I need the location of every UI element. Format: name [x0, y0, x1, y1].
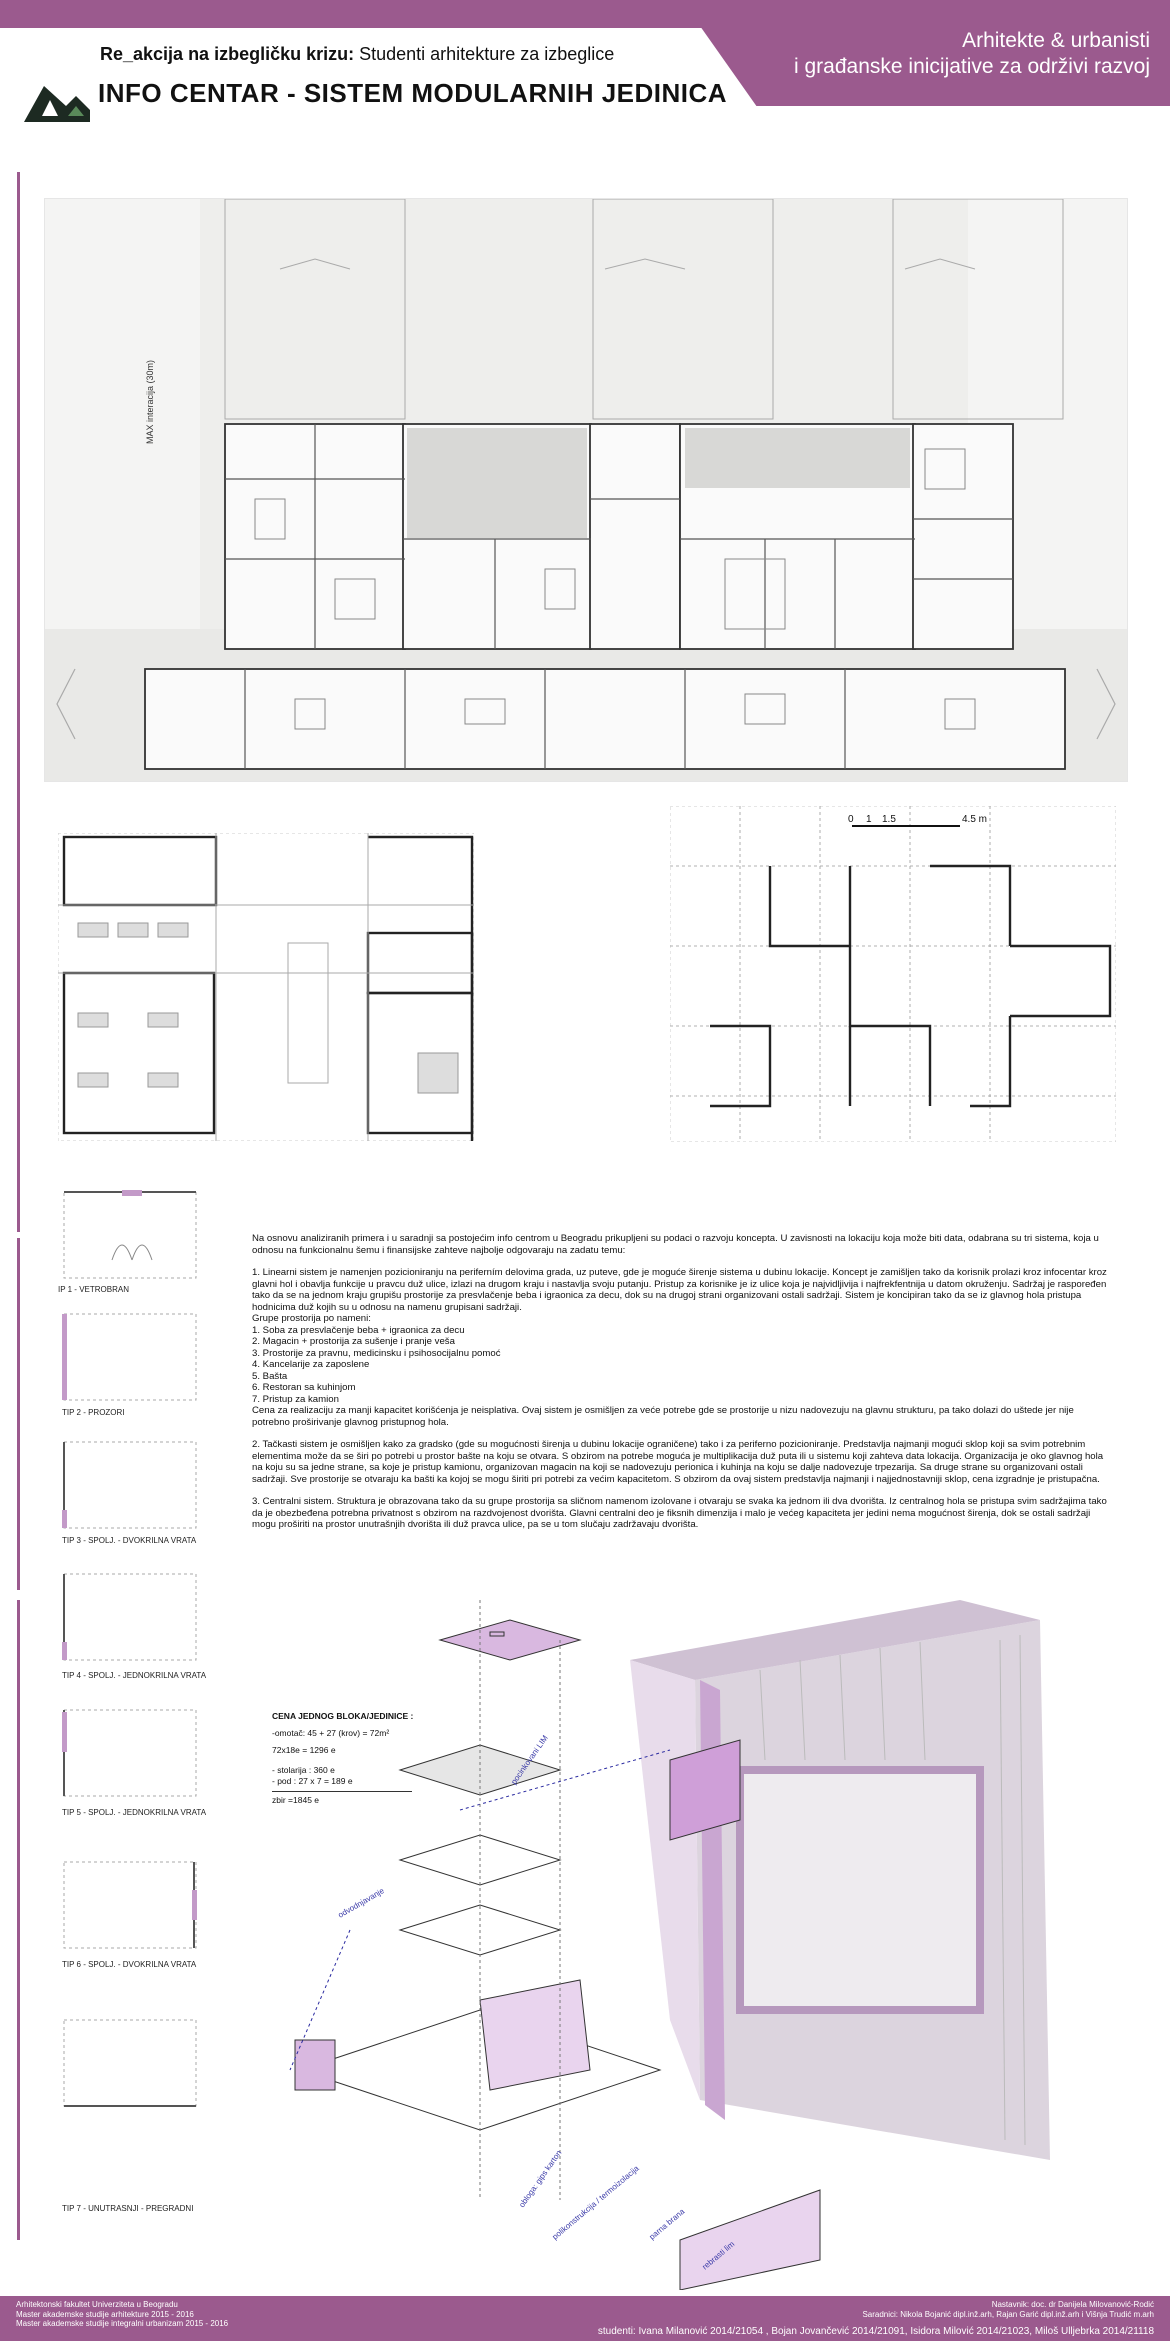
footer-right	[862, 2300, 1154, 2320]
module-type-1-drawing	[62, 1190, 198, 1280]
module-type-2-drawing	[62, 1312, 198, 1402]
module-type-3-drawing	[62, 1440, 198, 1530]
accent-line-2	[17, 1238, 20, 1590]
paragraph-linear: 1. Linearni sistem je namenjen pozicioniranju na periferním delovima grada, uz puteve, gde je moguće širenje sistema u dubinu lokacije. Koncept je zamišljen tako da korisnik prolazi kroz infocentar kroz glavni hol i obavlja funkcije u pravcu duž ulice, izlazi na drugom kraju i nastavlja svoju putanju. Pristup za korisnike je iz ulice koja je najvidljivija i najfrekfentnija u datom okruženju. Sadržaj je raspoređen tako da se na jednom kraju grupišu prostorije za presvlačenje beba i igraonica za decu, dok su na drugoj strani organizovani ostali sadržaji. Sistem je koncipiran tako da se iz glavnog hola pristupa hodnicima duž kojih su u odnosu na namenu grupisani sadržaji.	[252, 1267, 1107, 1313]
module-type-5-label: TIP 5 - SPOLJ. - JEDNOKRILNA VRATA	[62, 1808, 207, 1817]
header-right-line1: Arhitekte & urbanisti	[962, 29, 1150, 52]
group-item-4: 4. Kancelarije za zaposlene	[252, 1359, 370, 1370]
description-text	[252, 1233, 1112, 1542]
module-type-2-label: TIP 2 - PROZORI	[62, 1408, 125, 1417]
module-type-4-label: TIP 4 - SPOLJ. - JEDNOKRILNA VRATA	[62, 1671, 207, 1680]
header-right-text	[794, 28, 1150, 80]
footer-students: studenti: Ivana Milanović 2014/21054 , Bojan Jovančević 2014/21091, Isidora Milović 2014/21023, Miloš Ulljebrka 2014/21118	[597, 2326, 1154, 2337]
footer-faculty: Arhitektonski fakultet Univerziteta u Beogradu	[16, 2300, 178, 2309]
central-system-plan	[670, 806, 1116, 1142]
subtitle-bold: Re_akcija na izbegličku krizu:	[100, 44, 355, 64]
subtitle-rest: Studenti arhitekture za izbeglice	[354, 44, 615, 64]
accent-line-1	[17, 172, 20, 1232]
scale-label-1: 1	[866, 814, 872, 825]
footer-assistants: Saradnici: Nikola Bojanić dipl.inž.arh, Rajan Garić dipl.inž.arh i Višnja Trudić m.arh	[862, 2310, 1154, 2319]
group-item-3: 3. Prostorije za pravnu, medicinsku i psihosocijalnu pomoć	[252, 1347, 501, 1359]
paragraph-point: 2. Tačkasti sistem je osmišljen kako za gradsko (gde su mogućnosti širenja u dubinu lokacije ograničene) tako i za periferno pozicioniranje. Predstavlja najmanji mogući sklop koji sa svim potrebnim elementima može da se širi po potrebi u prostor bašte na koju se otvara. S obzirom na potrebe moguća je multiplikacija duž puta ili u sistemu koji zahteva data lokacija. Organizacija je oko glavnog hola na koju su sa jedne strane, sa koje je pristup kamionu, organizovan magacin na koji se nadovezuju perionica i kuhinja na koju se dalje nadovezuje trpezarija. Sa druge strane su organizovani ostali sadržaji. Sve prostorije se otvaraju ka bašti ka kojoj se mogu širiti pri potrebi za većim kapacitetom. S obzirom da ovaj sistem predstavlja najmanji i najjednostavniji sklop, cena izgradnje je pristupačna.	[252, 1439, 1104, 1485]
module-type-5-drawing	[62, 1708, 198, 1798]
footer-left	[16, 2300, 228, 2329]
footer-teacher: Nastavnik: doc. dr Danijela Milovanović-Rodić	[991, 2300, 1154, 2309]
paragraph-linear-end: Cena za realizaciju za manji kapacitet korišćenja je neisplativa. Ovaj sistem je osmišljen za veće potrebe gde se prostorije u nizu nadovezuju na glavnu strukturu, pa tako dolazi do uštede jer nije potrebno proširivanje glavnog pristupnog hola.	[252, 1405, 1074, 1428]
module-type-1-label: IP 1 - VETROBRAN	[58, 1285, 129, 1294]
group-item-2: 2. Magacin + prostorija za sušenje i pranje veša	[252, 1336, 455, 1347]
module-type-4-drawing	[62, 1572, 198, 1662]
footer-program-1: Master akademske studije arhitekture 2015 - 2016	[16, 2309, 194, 2319]
groups-title: Grupe prostorija po nameni:	[252, 1313, 371, 1324]
scale-label-0: 0	[848, 814, 854, 825]
cost-line-4: - pod : 27 x 7 = 189 e	[272, 1776, 353, 1786]
scale-label-2: 1.5	[882, 814, 896, 825]
header-right-line2: i građanske inicijative za održivi razvoj	[794, 55, 1150, 78]
module-type-6-label: TIP 6 - SPOLJ. - DVOKRILNA VRATA	[62, 1960, 197, 1969]
group-item-1: 1. Soba za presvlačenje beba + igraonica za decu	[252, 1324, 465, 1336]
module-type-7-label: TIP 7 - UNUTRASNJI - PREGRADNI	[62, 2204, 194, 2213]
accent-line-3	[17, 1600, 20, 2240]
site-plan-panel	[44, 198, 1128, 782]
group-item-6: 6. Restoran sa kuhinjom	[252, 1382, 356, 1393]
perspective-module	[630, 1600, 1050, 2160]
cost-line-2: 72x18e = 1296 e	[272, 1745, 336, 1755]
point-plan-drawing	[58, 833, 474, 1141]
paragraph-central: 3. Centralni sistem. Struktura je obrazovana tako da su grupe prostorija sa sličnom namenom izolovane i otvaraju se svaka ka jednom ili dva dvorišta. Iz centralnog hola se pristupa svim sadržajima tako da je obezbeđena potrebna privatnost s obzirom na razdvojenost dvorišta. Glavni centralni deo je fiksnih dimenzija i malo je većeg kapaciteta jer jedini nema mogućnost širenja, dok se ostali sadržaji mogu proširiti na prostor unutrašnjih dvorišta ili duž pravca ulice, pa se u tom slučaju zadržavaju dvorišta.	[252, 1496, 1107, 1530]
scale-label-3: 4.5 m	[962, 814, 988, 825]
cost-title: CENA JEDNOG BLOKA/JEDINICE :	[272, 1711, 414, 1721]
page-title: INFO CENTAR - SISTEM MODULARNIH JEDINICA	[98, 78, 728, 108]
intro-paragraph: Na osnovu analiziranih primera i u saradnji sa postojećim info centrom u Beogradu prikupljeni su podaci o razvoju koncepta. U zavisnosti na lokaciju koja može biti data, odabrana su tri sistema, koja u odnosu na funkcionalnu šemu i finansijske zahteve najbolje odgovaraju na zadatu temu:	[252, 1233, 1099, 1256]
site-plan-drawing	[45, 199, 1127, 781]
cost-line-3: - stolarija : 360 e	[272, 1765, 335, 1775]
point-system-plan	[58, 833, 474, 1141]
group-item-5: 5. Bašta	[252, 1370, 288, 1382]
label-parna-brana: parna brana	[647, 2206, 687, 2242]
module-type-6-drawing	[62, 1860, 198, 1950]
label-pocinkovani-lim: pocinkovani LIM	[509, 1733, 550, 1787]
central-plan-drawing	[670, 806, 1116, 1142]
group-item-7: 7. Pristup za kamion	[252, 1393, 339, 1405]
cost-line-1: -omotač: 45 + 27 (krov) = 72m²	[272, 1728, 390, 1738]
max-interaction-label: MAX interacija (30m)	[145, 359, 155, 444]
house-logo-icon	[22, 76, 92, 126]
cost-line-5: zbir =1845 e	[272, 1791, 412, 1809]
module-type-7-drawing	[62, 2018, 198, 2108]
exploded-axonometric-drawing	[200, 1600, 1160, 2290]
header-subtitle	[100, 44, 614, 65]
label-rebrasti-lim: rebrasti lim	[700, 2239, 737, 2272]
module-type-3-label: TIP 3 - SPOLJ. - DVOKRILNA VRATA	[62, 1536, 197, 1545]
label-gips-karton: obloga: gips karton	[517, 2148, 564, 2210]
label-polikonstrukcija: polikonstrukcija / termoizolacija	[550, 2163, 641, 2242]
header-band	[0, 0, 1170, 28]
label-odvodnjavanje: odvodnjavanje	[336, 1886, 386, 1920]
footer-program-2: Master akademske studije integralni urbanizam 2015 - 2016	[16, 2319, 229, 2328]
